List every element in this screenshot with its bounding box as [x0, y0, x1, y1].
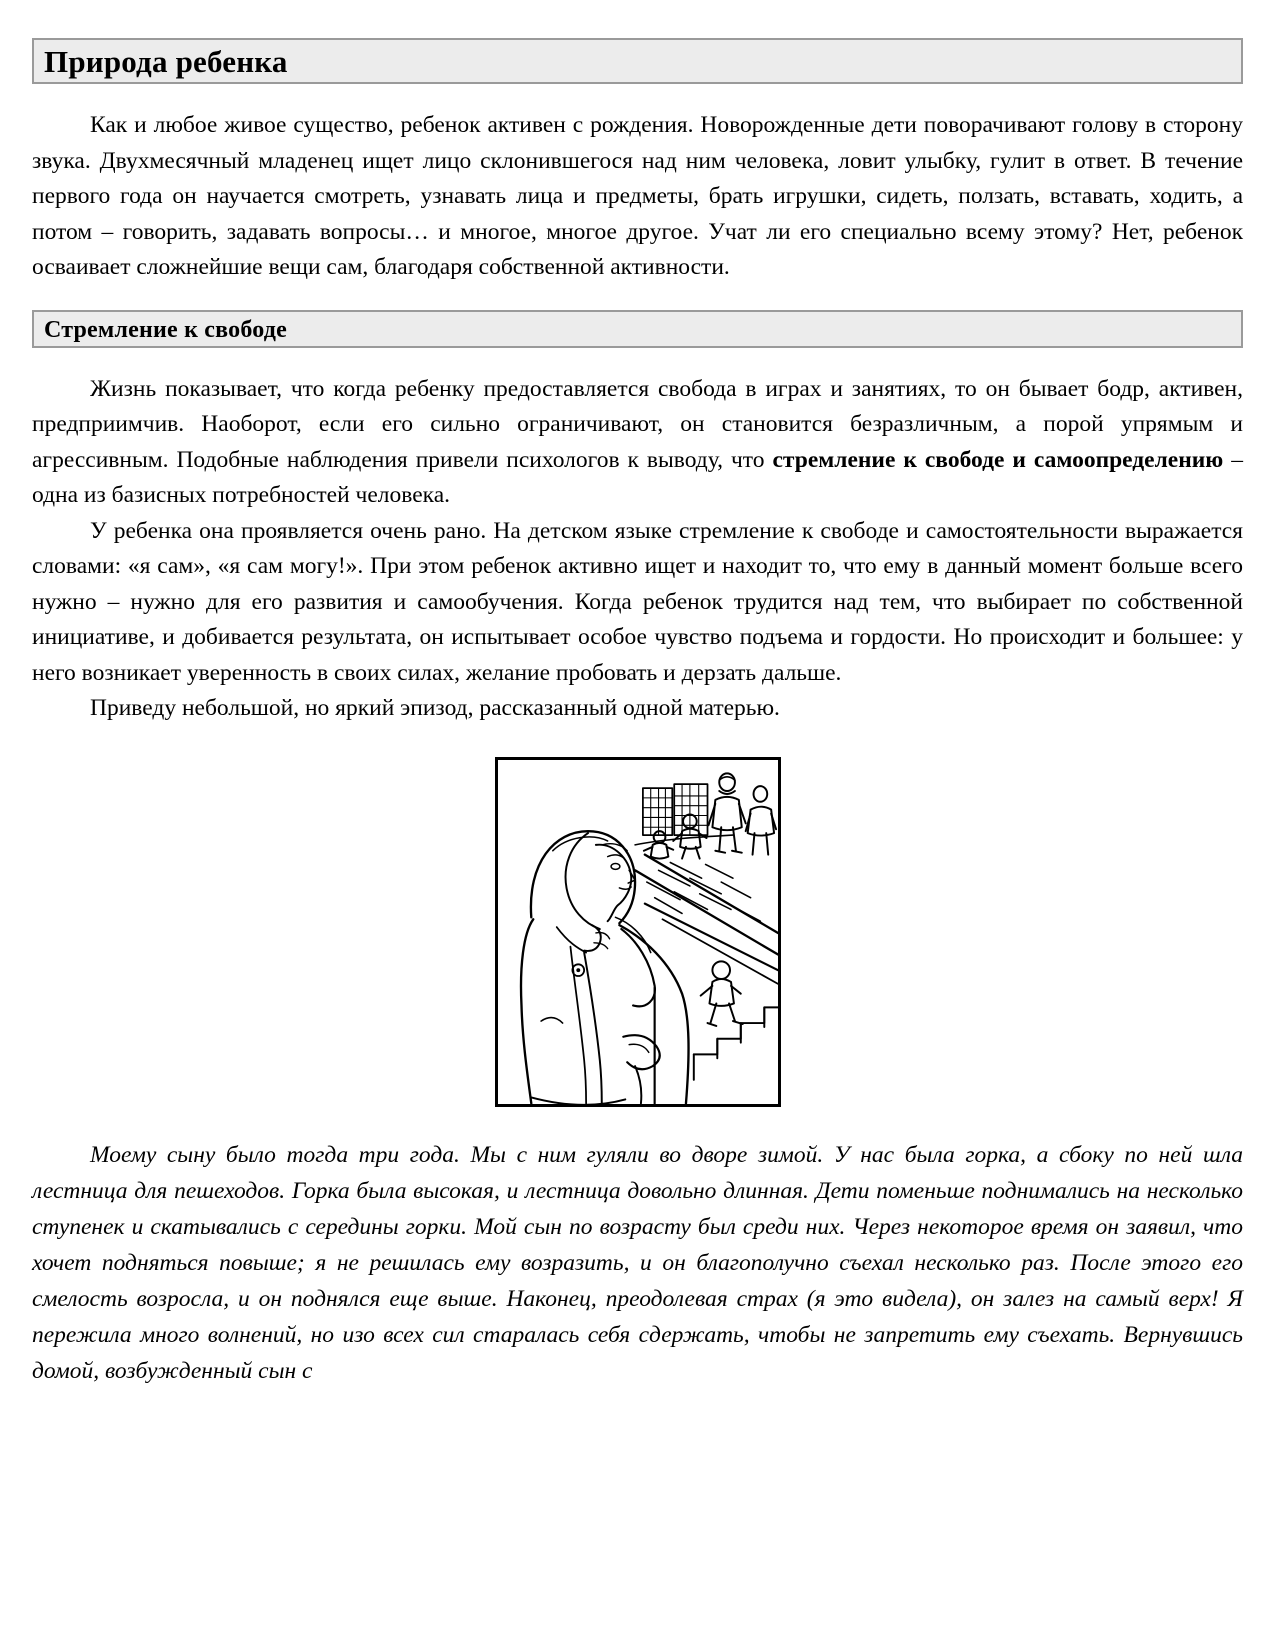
figure-spacer [32, 1107, 1243, 1137]
story-quote-paragraph: Моему сыну было тогда три года. Мы с ним гуляли во дворе зимой. У нас была горка, а сбоку по ней шла лестница для пешеходов. Горка была высокая, и лестница довольно длинная. Дети поменьше поднимались на несколько ступенек и скатывались с середины горки. Мой сын по возрасту был среди них. Через некоторое время он заявил, что хочет подняться повыше; я не решилась ему возразить, и он благополучно съехал несколько раз. После этого его смелость возросла, и он поднялся еще выше. Наконец, преодолевая страх (я это видела), он залез на самый верх! Я пережила много волнений, но изо всех сил старалась себя сдержать, чтобы не запретить ему съехать. Вернувшись домой, возбужденный сын с [32, 1141, 1243, 1384]
paragraph-text-before-bold: Жизнь показывает, что когда ребенку предоставляется свобода в играх и занятиях, то он бывает бодр, активен, предприимчив. Наоборот, если его сильно ограничивают, он становится безразличным, а порой упрямым и агрессивным. Подобные наблюдения привели психологов к выводу, что [32, 375, 1243, 473]
paragraph-svoboda-3: Приведу небольшой, но яркий эпизод, рассказанный одной матерью. [90, 695, 780, 721]
section-heading-text: Природа ребенка [44, 44, 288, 79]
section-heading-text: Стремление к свободе [44, 316, 287, 343]
paragraph-svoboda-2: У ребенка она проявляется очень рано. На детском языке стремление к свободе и самостоятельности выражается словами: «я сам», «я сам могу!». При этом ребенок активно ищет и находит то, что ему в данный момент больше всего нужно – нужно для его развития и самообучения. Когда ребенок трудится над тем, что выбирает по собственной инициативе, и добивается результата, он испытывает особое чувство подъема и гордости. Но происходит и большее: у него возникает уверенность в своих силах, желание пробовать и дерзать дальше. [32, 517, 1243, 686]
illustration-frame [495, 757, 781, 1107]
illustration-container [32, 757, 1243, 1107]
section-heading-priroda-rebenka [32, 38, 1243, 84]
section-heading-stremlenie-k-svobode [32, 310, 1243, 348]
woman-watching-children-on-slide-icon [498, 760, 778, 1104]
emphasis-stremlenie-k-svobode: стремление к свободе и самоопределению [772, 446, 1224, 473]
paragraph-text-after-bold: – одна из базисных потребностей человека. [32, 446, 1244, 508]
paragraph-svoboda-1 [32, 372, 1243, 514]
paragraph-priroda-1: Как и любое живое существо, ребенок активен с рождения. Новорожденные дети поворачивают голову в сторону звука. Двухмесячный младенец ищет лицо склонившегося над ним человека, ловит улыбку, гулит в ответ. В течение первого года он научается смотреть, узнавать лица и предметы, брать игрушки, сидеть, ползать, вставать, ходить, а потом – говорить, задавать вопросы… и многое, многое другое. Учат ли его специально всему этому? Нет, ребенок осваивает сложнейшие вещи сам, благодаря собственной активности. [32, 112, 1243, 280]
